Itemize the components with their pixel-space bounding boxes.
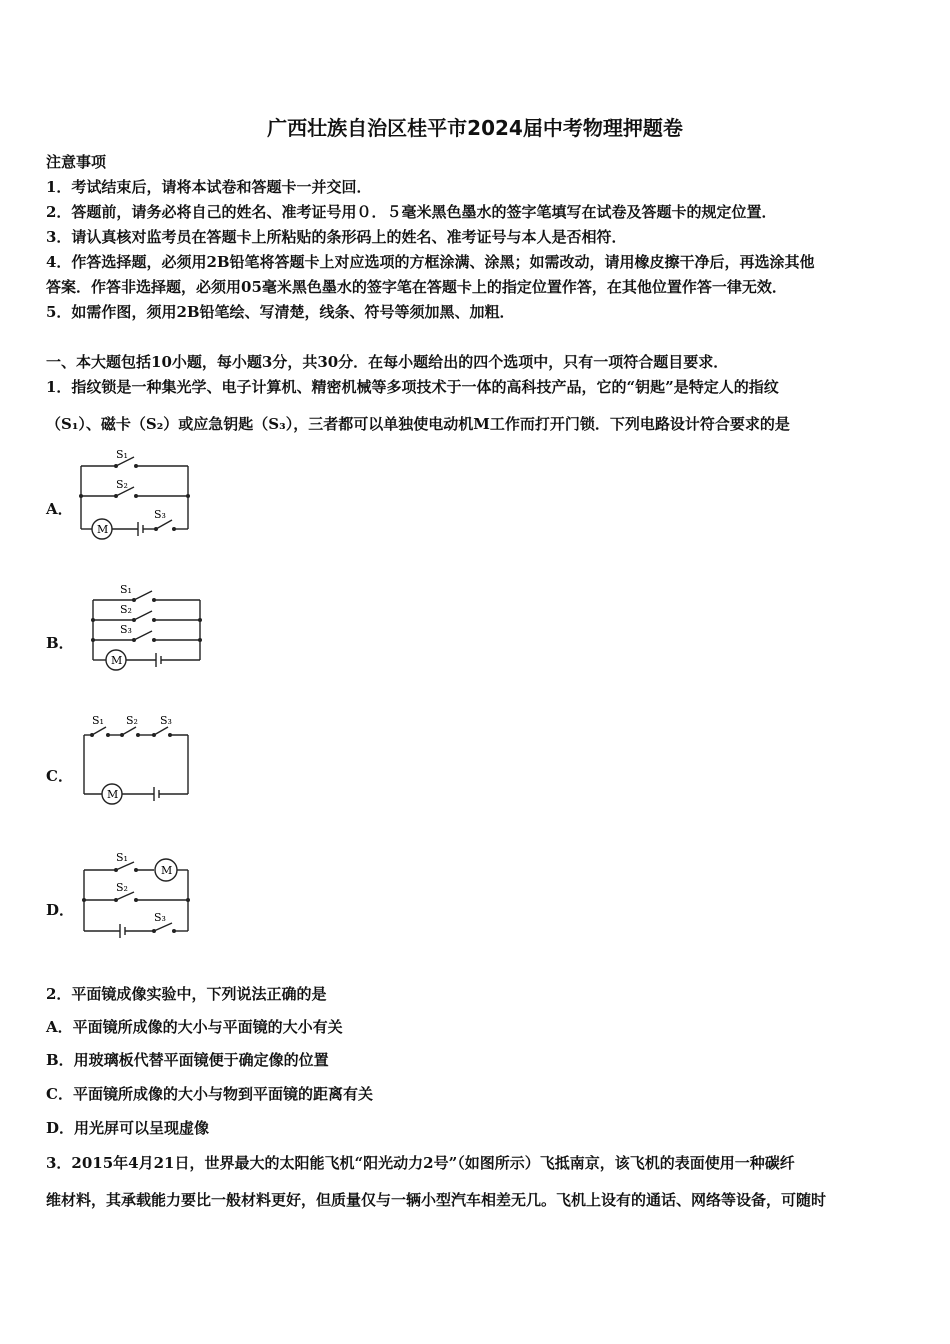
notice-item-5: 5．如需作图，须用2B铅笔绘、写清楚，线条、符号等须加黑、加粗． bbox=[46, 303, 515, 321]
circuit-diagram-d bbox=[78, 845, 198, 945]
option-c-label: C． bbox=[46, 767, 73, 785]
page-title: 广西壮族自治区桂平市2024届中考物理押题卷 bbox=[267, 116, 683, 140]
question-1-line-1: 1．指纹锁是一种集光学、电子计算机、精密机械等多项技术于一体的高科技产品，它的“钥匙”是特定人的指纹 bbox=[46, 378, 779, 396]
circuit-b-s3-label: S₃ bbox=[120, 623, 132, 636]
notice-heading: 注意事项 bbox=[46, 153, 107, 171]
circuit-diagram-c bbox=[78, 710, 198, 805]
circuit-a-s1-label: S₁ bbox=[116, 448, 128, 461]
notice-item-2: 2．答题前，请务必将自己的姓名、准考证号用０．５毫米黑色墨水的签字笔填写在试卷及答题卡的规定位置． bbox=[46, 203, 777, 221]
circuit-c-s3-label: S₃ bbox=[160, 714, 172, 727]
notice-item-4: 4．作答选择题，必须用2B铅笔将答题卡上对应选项的方框涂满、涂黑；如需改动，请用橡皮擦干净后，再选涂其他 bbox=[46, 253, 815, 271]
question-3-line-2: 维材料，其承载能力要比一般材料更好，但质量仅与一辆小型汽车相差无几。飞机上设有的通话、网络等设备，可随时 bbox=[46, 1191, 827, 1209]
circuit-d-s1-label: S₁ bbox=[116, 851, 128, 864]
question-2-option-a: A．平面镜所成像的大小与平面镜的大小有关 bbox=[46, 1018, 343, 1036]
circuit-c-motor-label: M bbox=[107, 788, 119, 801]
question-2-option-c: C．平面镜所成像的大小与物到平面镜的距离有关 bbox=[46, 1085, 373, 1103]
circuit-c-s2-label: S₂ bbox=[126, 714, 138, 727]
question-2-stem: 2．平面镜成像实验中，下列说法正确的是 bbox=[46, 985, 327, 1003]
circuit-b-s1-label: S₁ bbox=[120, 583, 132, 596]
question-1-line-2: （S₁）、磁卡（S₂）或应急钥匙（S₃），三者都可以单独使电动机M工作而打开门锁．下列电路设计符合要求的是 bbox=[46, 415, 790, 433]
question-2-option-b: B．用玻璃板代替平面镜便于确定像的位置 bbox=[46, 1051, 329, 1069]
option-a-label: A． bbox=[46, 500, 73, 518]
circuit-diagram-b bbox=[78, 580, 213, 675]
circuit-d-s2-label: S₂ bbox=[116, 881, 128, 894]
section-heading: 一、本大题包括10小题，每小题3分，共30分．在每小题给出的四个选项中，只有一项符合题目要求． bbox=[46, 353, 729, 371]
option-d-label: D． bbox=[46, 901, 75, 919]
notice-item-1: 1．考试结束后，请将本试卷和答题卡一并交回． bbox=[46, 178, 372, 196]
circuit-d-motor-label: M bbox=[161, 864, 173, 877]
circuit-c-s1-label: S₁ bbox=[92, 714, 104, 727]
option-b-label: B． bbox=[46, 634, 74, 652]
notice-item-3: 3．请认真核对监考员在答题卡上所粘贴的条形码上的姓名、准考证号与本人是否相符． bbox=[46, 228, 627, 246]
circuit-a-s2-label: S₂ bbox=[116, 478, 128, 491]
circuit-diagram-a bbox=[76, 444, 221, 544]
notice-item-4-cont: 答案．作答非选择题，必须用05毫米黑色墨水的签字笔在答题卡上的指定位置作答，在其他位置作答一律无效． bbox=[46, 278, 787, 296]
circuit-a-s3-label: S₃ bbox=[154, 508, 166, 521]
question-2-option-d: D．用光屏可以呈现虚像 bbox=[46, 1119, 210, 1137]
circuit-b-motor-label: M bbox=[111, 654, 123, 667]
circuit-b-s2-label: S₂ bbox=[120, 603, 132, 616]
question-3-line-1: 3．2015年4月21日，世界最大的太阳能飞机“阳光动力2号”（如图所示）飞抵南京，该飞机的表面使用一种碳纤 bbox=[46, 1154, 795, 1172]
circuit-a-motor-label: M bbox=[97, 523, 109, 536]
circuit-d-s3-label: S₃ bbox=[154, 911, 166, 924]
